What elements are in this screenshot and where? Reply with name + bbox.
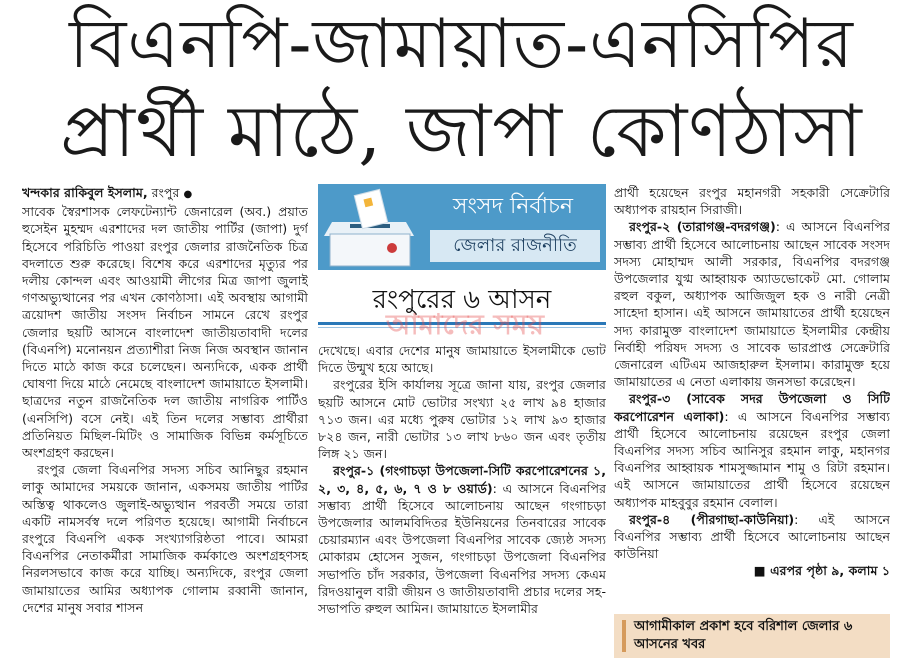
- paragraph: দেখেছে। এবার দেশের মানুষ জামায়াতে ইসলামীকে ভোট দিতে উন্মুখ হয়ে আছে।: [318, 343, 606, 376]
- banner-title: সংসদ নির্বাচন: [452, 194, 574, 219]
- section-title: রংপুরের ৬ আসন: [372, 285, 552, 315]
- notice-text: আগামীকাল প্রকাশ হবে বরিশাল জেলার ৬ আসনের খবর: [634, 619, 853, 652]
- subheading: রংপুর-২ (তারাগঞ্জ-বদরগঞ্জ): [629, 219, 776, 235]
- paragraph: [318, 462, 606, 617]
- subheading: রংপুর-৩ (সাবেক সদর উপজেলা ও সিটি করপোরেশন এলাকা): [614, 391, 890, 424]
- notice-accent-bar: [622, 620, 626, 652]
- ballot-box-icon: [320, 188, 420, 268]
- headline-line-1: বিএনপি-জামায়াত-এনসিপির: [69, 5, 854, 84]
- continuation-note: ■ এরপর পৃষ্ঠা ৯, কলাম ১: [753, 563, 890, 579]
- paragraph: রংপুর জেলা বিএনপির সদস্য সচিব আনিছুর রহমান লাকু আমাদের সময়কে জানান, একসময় জাতীয় পার্টির অস্তিত্ব থাকলেও জুলাই-অভ্যুত্থান পরবর্তী সময়ে তারা একটি নামসর্বস্ব দলে পরিণত হয়েছে। আগামী নির্বাচনে রংপুরে বিএনপি একক সংখ্যাগরিষ্ঠতা পাবে। আমরা বিএনপির নেতাকর্মীরা সামাজিক কর্মকাণ্ডে অংশগ্রহণসহ নিরলসভাবে কাজ করে যাচ্ছি। অন্যদিকে, রংপুর জেলা জামায়াতের আমির অধ্যাপক গোলাম রব্বানী জানান, দেশের মানুষ সবার শাসন: [22, 462, 308, 615]
- paragraph: [614, 511, 890, 563]
- next-edition-notice: [614, 614, 890, 658]
- article-column-2: [318, 342, 606, 662]
- paragraph-body: : এই আসনে বিএনপির সম্ভাব্য প্রার্থী হিসেবে আলোচনায় আছেন কাউনিয়া: [614, 511, 890, 562]
- paragraph: রংপুরের ইসি কার্যালয় সূত্রে জানা যায়, রংপুর জেলার ছয়টি আসনে মোট ভোটার সংখ্যা ২৫ লাখ ৯৪ হাজার ৭১৩ জন। এর মধ্যে পুরুষ ভোটার ১২ লাখ ৯৩ হাজার ৮২৪ জন, নারী ভোটার ১৩ লাখ ৮৬০ জন এবং তৃতীয় লিঙ্গ ২১ জন।: [318, 377, 606, 462]
- byline: [22, 184, 308, 203]
- article-column-1: [22, 184, 308, 662]
- subheading: রংপুর-১ (গংগাচড়া উপজেলা-সিটি করপোরেশনের ১, ২, ৩, ৪, ৫, ৬, ৭ ও ৮ ওয়ার্ড): [318, 463, 606, 496]
- article-column-3: [614, 184, 890, 616]
- section-banner: [318, 184, 606, 270]
- subheading: রংপুর-৪ (পীরগাছা-কাউনিয়া): [629, 511, 795, 527]
- paragraph-body: : এ আসনে বিএনপির সম্ভাব্য প্রার্থী হিসেবে আলোচনায় রয়েছেন রংপুর জেলা বিএনপির সদস্য সচিব আনিসুর রহমান লাকু, মহানগর বিএনপির আহ্বায়ক শামসুজ্জামান শামু ও রিটা রহমান। এই আসনে জামায়াতের প্রার্থী হিসেবে রয়েছেন অধ্যাপক মাহবুবুর রহমান বেলাল।: [614, 408, 890, 510]
- banner-subtitle: জেলার রাজনীতি: [430, 230, 600, 262]
- paragraph: [614, 218, 890, 390]
- square-icon: ■: [753, 563, 771, 579]
- dot-icon: ●: [183, 189, 193, 200]
- byline-name: খন্দকার রাকিবুল ইসলাম,: [22, 185, 148, 200]
- paragraph: [614, 390, 890, 510]
- watermark: আমাদের সময়: [386, 308, 544, 341]
- headline-line-2: প্রার্থী মাঠে, জাপা কোণঠাসা: [60, 89, 863, 173]
- paragraph: সাবেক স্বৈরশাসক লেফটেন্যান্ট জেনারেল (অব.) প্রয়াত হুসেইন মুহম্মদ এরশাদের দল জাতীয় পার্টির (জাপা) দুর্গ হিসেবে পরিচিতি পাওয়া রংপুর জেলার রাজনৈতিক চিত্র বদলাতে শুরু করেছে। বিশেষ করে এরশাদের মৃত্যুর পর দলীয় কোন্দল এবং আওয়ামী লীগের মিত্র জাপা জুলাই গণঅভ্যুত্থানের পর এখন কোণঠাসা। এই অবস্থায় আগামী ত্রয়োদশ জাতীয় সংসদ নির্বাচন সামনে রেখে রংপুর জেলার ছয়টি আসনে বাংলাদেশ জাতীয়তাবাদী দলের (বিএনপি) মনোনয়ন প্রত্যাশীরা নিজ নিজ অবস্থান জানান দিতে মাঠে কাজ করে চলেছেন। অন্যদিকে, একক প্রার্থী ঘোষণা দিয়ে মাঠে নেমেছে বাংলাদেশ জামায়াতে ইসলামী। ছাত্রদের নতুন রাজনৈতিক দল জাতীয় নাগরিক পার্টিও (এনসিপি) বসে নেই। এই তিন দলের সম্ভাব্য প্রার্থীরা প্রতিনিয়ত মিছিল-মিটিং ও সামাজিক বিভিন্ন কর্মসূচিতে অংশগ্রহণ করছেন।: [22, 204, 308, 461]
- paragraph-body: : এ আসনে বিএনপির সম্ভাব্য প্রার্থী হিসেবে আলোচনায় আছেন গংগাচড়া উপজেলার আলমবিদিতর ইউনিয়নের তিনবারের সাবেক চেয়ারম্যান এবং উপজেলা বিএনপির সাবেক জ্যেষ্ঠ সদস্য মোকারম হোসেন সুজন, গংগাচড়া উপজেলা বিএনপির সভাপতি চাঁদ সরকার, উপজেলা বিএনপির সদস্য কেএম রিদওয়ানুল বারী জীয়ন ও জাতীয়তাবাদী প্রচার দলের সহ-সভাপতি রুহুল আমিন। জামায়াতে ইসলামীর: [318, 480, 606, 617]
- paragraph: প্রার্থী হয়েছেন রংপুর মহানগরী সহকারী সেক্রেটারি অধ্যাপক রায়হান সিরাজী।: [614, 185, 890, 218]
- paragraph-body: : এ আসনে বিএনপির সম্ভাব্য প্রার্থী হিসেবে আলোচনায় আছেন সাবেক সংসদ সদস্য মোহাম্মদ আলী সরকার, বিএনপির বদরগঞ্জ উপজেলার যুগ্ম আহ্বায়ক অ্যাডভোকেট মো. গোলাম রহুল বকুল, অধ্যাপক আজিজুল হক ও নারী নেত্রী সাহেদা হাসান। এই আসনে জামায়াতের প্রার্থী হয়েছেন সদ্য কারামুক্ত বাংলাদেশ জামায়াতে ইসলামীর কেন্দ্রীয় নির্বাহী পরিষদ সদস্য ও সাবেক ভারপ্রাপ্ত সেক্রেটারি জেনারেল এটিএম আজহারুল ইসলাম। কারামুক্ত হয়ে জামায়াতের এ নেতা এলাকায় জনসভা করেছেন।: [614, 219, 890, 390]
- byline-place: রংপুর: [147, 185, 180, 200]
